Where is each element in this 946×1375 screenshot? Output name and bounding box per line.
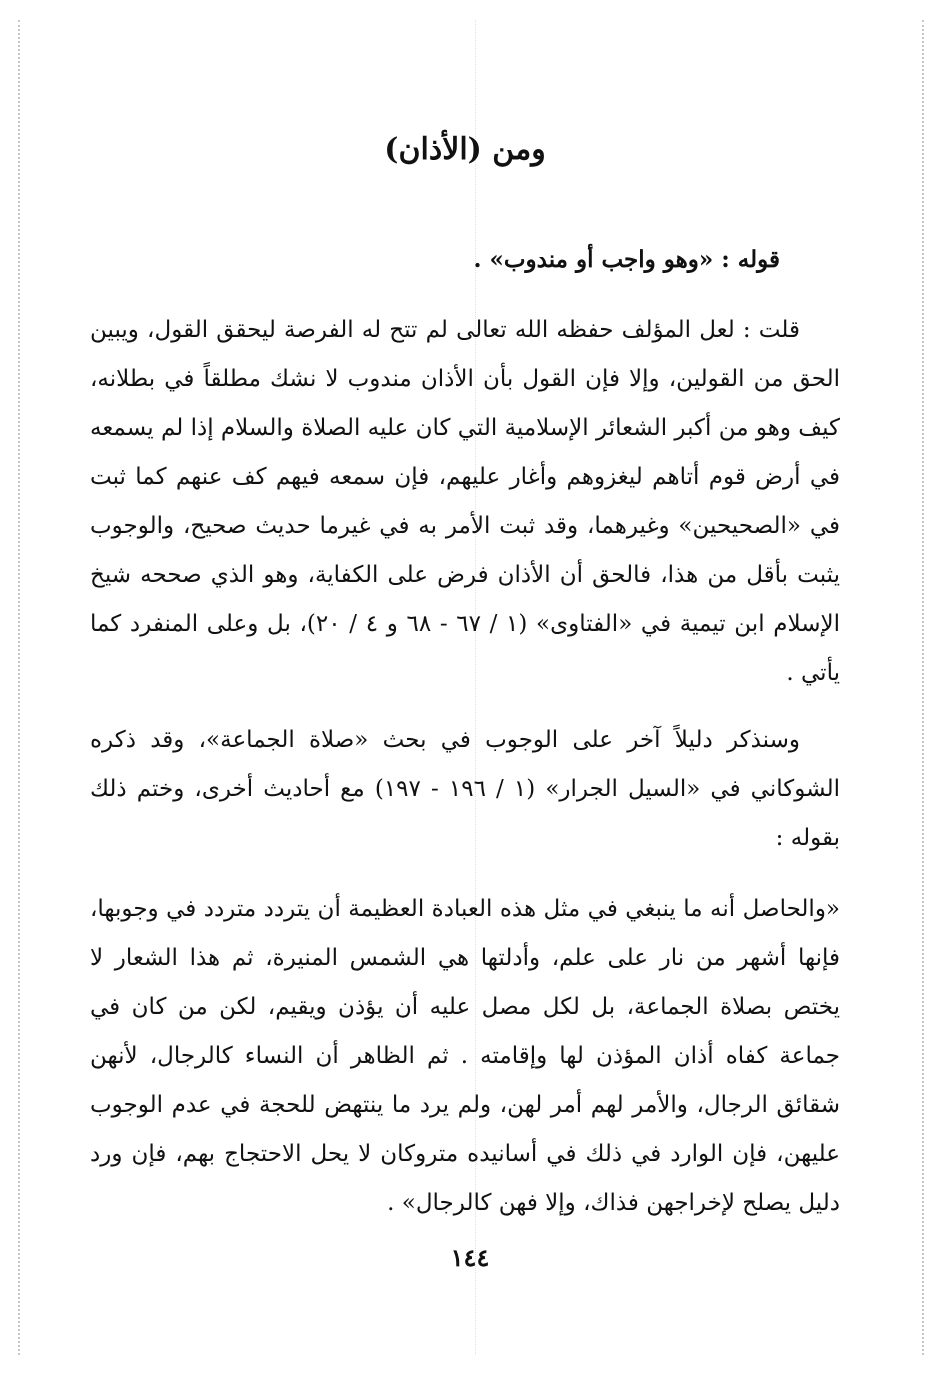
quotation-paragraph: «والحاصل أنه ما ينبغي في مثل هذه العبادة العظيمة أن يتردد متردد في وجوبها، فإنها أشهر من نار على علم، وأدلتها هي الشمس المنيرة، ثم هذا الشعار لا يختص بصلاة الجماعة، بل لكل مصل عليه أن يؤذن ويقيم، لكن من كان في جماعة كفاه أذان المؤذن لها وإقامته . ثم الظاهر أن النساء كالرجال، لأنهن شقائق الرجال، والأمر لهم أمر لهن، ولم يرد ما ينتهض للحجة في عدم الوجوب عليهن، فإن الوارد في ذلك في أسانيده متروكان لا يحل الاحتجاج بهم، فإن ورد دليل يصلح لإخراجهن فذاك، وإلا فهن كالرجال» . — [90, 896, 841, 1216]
commentary-paragraph — [90, 306, 840, 698]
quoted-statement — [90, 240, 840, 280]
second-paragraph: وسنذكر دليلاً آخر على الوجوب في بحث «صلاة الجماعة»، وقد ذكره الشوكاني في «السيل الجرار» (١ / ١٩٦ - ١٩٧) مع أحاديث أخرى، وختم ذلك بقوله : — [90, 727, 840, 851]
question-label: قوله : — [721, 246, 780, 273]
commentary-text: لعل المؤلف حفظه الله تعالى لم تتح له الفرصة ليحقق القول، ويبين الحق من القولين، وإلا فإن القول بأن الأذان مندوب لا نشك مطلقاً في بطلانه، كيف وهو من أكبر الشعائر الإسلامية التي كان عليه الصلاة والسلام إذا لم يسمعه في أرض قوم أتاهم ليغزوهم وأغار عليهم، فإن سمعه فيهم كف عنهم كما ثبت في «الصحيحين» وغيرهما، وقد ثبت الأمر به في غيرما حديث صحيح، والوجوب يثبت بأقل من هذا، فالحق أن الأذان فرض على الكفاية، وهو الذي صححه شيخ الإسلام ابن تيمية في «الفتاوى» (١ / ٦٧ - ٦٨ و ٤ / ٢٠)، بل وعلى المنفرد كما يأتي . — [90, 317, 840, 686]
chapter-title: ومن (الأذان) — [384, 132, 546, 167]
scan-dotted-edge-left — [18, 20, 20, 1355]
commentary-label: قلت : — [742, 317, 800, 343]
page-body — [90, 120, 840, 1228]
page-number: ١٤٤ — [450, 1243, 490, 1272]
scan-dotted-edge-right — [922, 20, 924, 1355]
question-text: «وهو واجب أو مندوب» . — [473, 246, 714, 273]
